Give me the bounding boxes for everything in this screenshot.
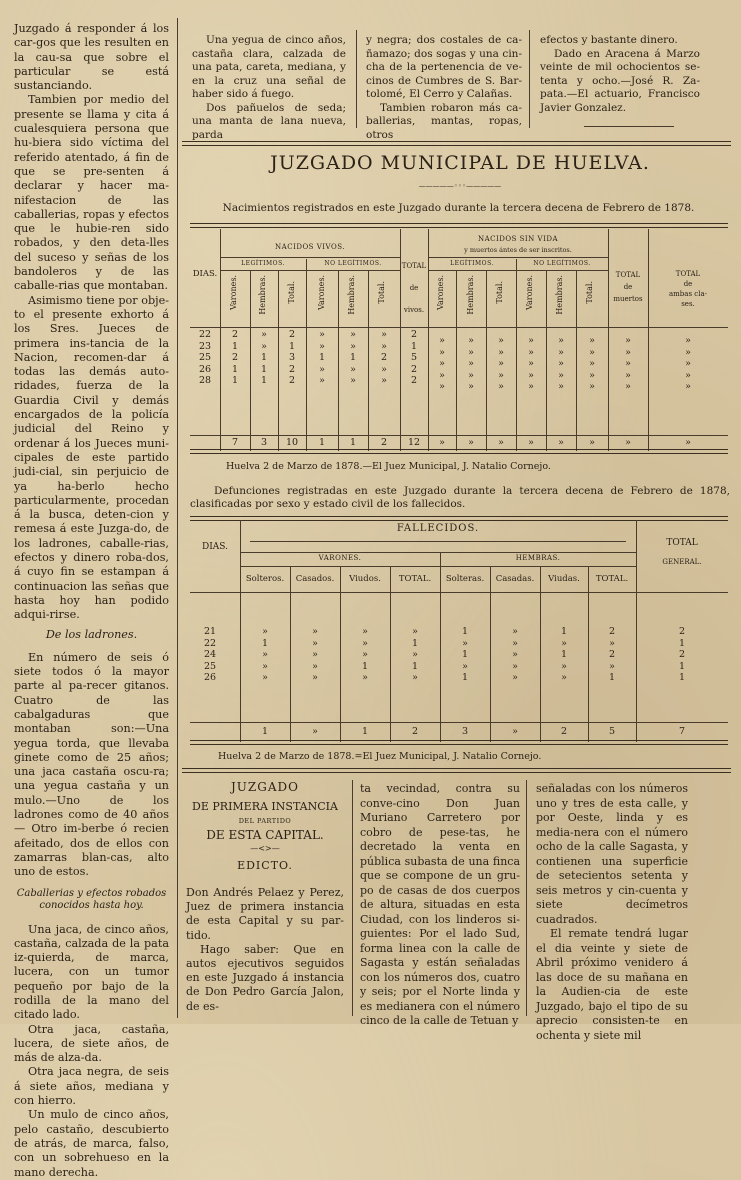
col-header-total: TOTAL. [398, 574, 432, 584]
title-ornament: —————◦◦◦————— [418, 182, 502, 190]
data-column: » » 1 » » [349, 329, 357, 386]
table-line [250, 541, 626, 542]
paragraph: Don Andrés Pelaez y Perez, Juez de primera instancia de esta Capital y su par-tido. [186, 886, 344, 942]
column-divider [352, 780, 353, 1016]
table-top-rule [190, 516, 728, 521]
col-header-total-muertos [608, 269, 648, 305]
top-column-3 [366, 34, 522, 142]
col-header-solteras: Solteras. [445, 574, 485, 584]
total-cell: » [512, 726, 518, 737]
left-column [14, 22, 169, 1180]
data-column: » » 2 » » [380, 329, 388, 386]
col-header-dias: DIAS. [192, 269, 218, 279]
table-line [240, 566, 636, 567]
header-line: ambas cla- [669, 290, 707, 298]
paragraph: Otra jaca, castaña, lucera, de siete años, de más de alza-da. [14, 1022, 169, 1065]
paragraph: Un mulo de cinco años, pelo castaño, descubierto de atrás, de marca, falso, con un sobrehueso en la mano derecha. [14, 1108, 169, 1179]
col-header-dias: DIAS. [202, 542, 228, 552]
header-line: TOTAL [675, 270, 701, 278]
paragraph: Otra jaca negra, de seis á siete años, mediana y con hierro. [14, 1065, 169, 1108]
col-header-total: Total. [495, 281, 504, 304]
column-divider [526, 780, 527, 1016]
paragraph: ta vecindad, contra su conve-cino Don Juan Muriano Carretero por cobro de pese-tas, he decretado la venta en pública subasta de una finca que se compone de un gru-po de casas de dos cuerpos de altura, situadas en esta Ciudad, con los linderos si-guientes: Por el lado Sud, forma linea con la calle de Sagasta y están señaladas con los números dos, cuatro y seis; por el Norte linda y es medianera con el número cinco de la calle de Tetuan y [360, 782, 520, 1027]
table-line [190, 327, 728, 328]
deaths-table [190, 516, 728, 744]
total-cell: » [685, 437, 691, 448]
total-cell: 2 [380, 437, 388, 448]
edicto-heading: JUZGADO [231, 780, 299, 794]
column-divider [529, 30, 530, 128]
table1-caption: Nacimientos registrados en este Juzgado durante la tercera decena de Febrero de 1878. [222, 202, 695, 214]
edicto-column-1 [186, 886, 344, 1014]
data-column: » » » 1 » [361, 626, 369, 683]
col-header-casadas: Casadas. [495, 574, 535, 584]
col-header-nacidos-vivos: NACIDOS VIVOS. [275, 243, 345, 251]
total-cell: 2 [560, 726, 568, 737]
col-header-hembras: Hembras. [466, 275, 475, 315]
header-line: TOTAL [615, 271, 641, 279]
data-column: 1 » 1 » 1 [461, 626, 469, 683]
total-cell: » [312, 726, 318, 737]
table-line [220, 257, 400, 258]
data-column: 2 » 2 » 1 [608, 626, 616, 683]
col-header-total: Total. [377, 281, 386, 304]
section-rule [182, 141, 731, 146]
section-heading: Caballerias y efectos robados conocidos hasta hoy. [16, 887, 167, 912]
col-header-varones: Varones. [317, 275, 326, 310]
paragraph: Hago saber: Que en autos ejecutivos seguidos en este Juzgado á instancia de Don Pedro García Jalon, de es- [186, 942, 344, 1013]
col-header-no-legitimos: NO LEGÍTIMOS. [533, 260, 591, 267]
col-header-total-vivos [400, 255, 428, 321]
total-cell: 5 [608, 726, 616, 737]
section-rule [182, 768, 731, 773]
table2-signature: Huelva 2 de Marzo de 1878.=El Juez Municipal, J. Natalio Cornejo. [218, 751, 542, 762]
data-column: » » » » » [312, 626, 318, 683]
paragraph: El remate tendrá lugar el dia veinte y siete de Abril próximo venidero á las doce de su mañana en la Audien-cia de este Juzgado, bajo el tipo de su aprecio consisten-te en ochenta y siete mil [536, 927, 688, 1042]
column-divider [177, 18, 178, 1018]
col-header-viudos: Viudos. [349, 574, 381, 584]
col-header-no-legitimos: NO LEGÍTIMOS. [324, 260, 382, 267]
table-line [190, 435, 728, 436]
total-cell: 10 [285, 437, 299, 448]
total-cell: » [498, 437, 504, 448]
table-line [190, 722, 728, 723]
total-cell: 3 [260, 437, 268, 448]
col-header-sin-vida-sub: y muertos ántes de ser inscritos. [464, 246, 572, 254]
data-column: » » » » » [498, 335, 504, 392]
top-column-2 [192, 34, 346, 142]
short-rule [584, 126, 674, 127]
total-cell: 7 [678, 726, 686, 737]
table-bottom-rule [190, 740, 728, 745]
data-column: » » » » » [468, 335, 474, 392]
data-column: » » » » » [439, 335, 445, 392]
edicto-separator: —<>— [250, 844, 280, 853]
data-column: 1 » 1 » » [560, 626, 568, 683]
paragraph: y negra; dos costales de ca-ñamazo; dos sogas y una cin-cha de la pertenencia de ve-cinos de Cumbres de S. Bar-tolomé, El Cerro y Calañas. [366, 34, 522, 100]
edicto-heading: EDICTO. [237, 859, 293, 872]
total-cell: » [558, 437, 564, 448]
paragraph: Asimismo tiene por obje-to el presente exhorto á los Sres. Jueces de primera ins-tancia de la Nacion, recomen-dar á todas las demás auto-ridades, fuerza de la Guardia Civil y demás encargados de la policía judicial del Reino y ordenar á los Jueces muni-cipales de este partido judi-cial, sin perjuicio de ya ha-berlo hecho particularmente, procedan á la busca, deten-cion y remesa á este Juzga-do, de los ladrones, caballe-rias, efectos y dinero roba-dos, á cuyo fin se estampan á continuacion las señas que hasta hoy han podido adqui-rirse. [14, 293, 169, 622]
edicto-header [186, 780, 344, 872]
col-header-total: TOTAL. [595, 574, 629, 584]
total-cell: 2 [411, 726, 419, 737]
header-line: de [409, 284, 419, 292]
top-column-4 [540, 34, 700, 115]
edicto-heading: DEL PARTIDO [238, 817, 292, 825]
paragraph: Una yegua de cinco años, castaña clara, calzada de una pata, careta, mediana, y en la cruz una señal de haber sido á fuego. [192, 34, 346, 100]
data-column: 2 1 2 1 1 [231, 329, 239, 386]
data-column: » » » » » [625, 335, 631, 392]
total-cell: 1 [318, 437, 326, 448]
col-header-total: Total. [585, 281, 594, 304]
total-cell: 3 [461, 726, 469, 737]
births-table [190, 223, 728, 453]
total-cell: » [625, 437, 631, 448]
table2-caption: Defunciones registradas en este Juzgado durante la tercera decena de Febrero de 1878, clasificadas por sexo y estado civil de los fallecidos. [190, 485, 730, 510]
total-cell: » [589, 437, 595, 448]
section-title: JUZGADO MUNICIPAL DE HUELVA. [270, 152, 650, 174]
paragraph: Dos pañuelos de seda; una manta de lana nueva, parda [192, 101, 346, 141]
total-cell: » [468, 437, 474, 448]
data-column: » » » » » [528, 335, 534, 392]
paragraph: Tambien robaron más ca-ballerias, mantas, ropas, otros [366, 101, 522, 141]
col-header-varones: Varones. [436, 275, 445, 310]
col-header-legitimos: LEGÍTIMOS. [241, 260, 285, 267]
data-column: » » » » » [512, 626, 518, 683]
total-cell: 7 [231, 437, 239, 448]
column-divider [356, 30, 357, 128]
header-line: TOTAL [666, 538, 698, 548]
header-line: vivos. [403, 306, 425, 314]
col-header-varones: Varones. [525, 275, 534, 310]
header-line: ses. [681, 300, 695, 308]
col-header-total: Total. [287, 281, 296, 304]
col-header-nacidos-sin-vida: NACIDOS SIN VIDA [477, 235, 559, 243]
data-column: » 1 » 1 » [411, 626, 419, 683]
col-header-legitimos: LEGÍTIMOS. [450, 260, 494, 267]
paragraph: Tambien por medio del presente se llama y cita á cualesquiera persona que hu-biera sido víctima del referido atentado, á fin de que se pre-senten á declarar y hacer ma-nifestacion de las caballerias, ropas y efectos que le hubie-ren sido robados, y den deta-lles del suceso y señas de los bandoleros y de las caballe-rias que montaban. [14, 93, 169, 293]
table-line [428, 270, 608, 271]
table-bottom-rule [190, 449, 728, 454]
col-header-viudas: Viudas. [548, 574, 580, 584]
total-cell: 1 [349, 437, 357, 448]
header-line: de [623, 283, 633, 291]
table-line [190, 592, 728, 593]
header-line: muertos [613, 295, 643, 303]
col-header-casados: Casados. [295, 574, 335, 584]
col-header-varones: VARONES. [318, 554, 362, 562]
edicto-heading: DE ESTA CAPITAL. [206, 828, 324, 842]
table-line [240, 552, 636, 553]
col-header-solteros: Solteros. [245, 574, 285, 584]
paragraph: señaladas con los números uno y tres de esta calle, y por Oeste, linda y es media-nera con el número ocho de la calle Sagasta, y contienen una superficie de setecientos setenta y seis metros y cin-cuenta y siete decímetros cuadrados. [536, 782, 688, 926]
sub-headers-sin-vida [428, 273, 608, 325]
col-header-hembras: Hembras. [555, 275, 564, 315]
header-line: TOTAL [401, 262, 427, 270]
table-top-rule [190, 223, 728, 228]
col-header-hembras: Hembras. [347, 275, 356, 315]
edicto-column-3 [536, 782, 688, 1043]
data-column: 2 1 2 1 1 [678, 626, 686, 683]
edicto-column-2 [360, 782, 520, 1029]
table-line [428, 257, 608, 258]
paragraph: Una jaca, de cinco años, castaña, calzada de la pata iz-quierda, de marca, lucera, con un tumor pequeño por bajo de la rodilla de la mano del citado lado. [14, 922, 169, 1022]
col-header-total-ambas [648, 269, 728, 309]
total-cell: 1 [261, 726, 269, 737]
edicto-heading: DE PRIMERA INSTANCIA [192, 800, 338, 813]
paragraph: efectos y bastante dinero. [540, 34, 678, 46]
col-header-hembras: HEMBRAS. [515, 554, 561, 562]
col-header-varones: Varones. [229, 275, 238, 310]
data-column: » » 1 1 1 [260, 329, 268, 386]
header-line: GENERAL. [662, 558, 702, 566]
total-cell: 12 [407, 437, 421, 448]
table-line [220, 270, 400, 271]
section-heading: De los ladrones. [45, 628, 138, 642]
data-column: » 1 » » » [261, 626, 269, 683]
total-cell: » [528, 437, 534, 448]
sub-headers-vivos [220, 273, 400, 325]
data-column: 2 1 3 2 2 [288, 329, 296, 386]
data-column: 2 1 5 2 2 [410, 329, 418, 386]
header-line: de [683, 280, 693, 288]
paragraph: Juzgado á responder á los car-gos que les resulten en la cau-sa que sobre el particular se está sustanciando. [14, 22, 169, 93]
col-header-total-general [636, 538, 728, 566]
data-column: » » » » » [685, 335, 691, 392]
col-header-fallecidos: FALLECIDOS. [396, 523, 480, 534]
data-column: » » » » » [558, 335, 564, 392]
days-column: 21 22 24 25 26 [203, 626, 217, 683]
data-column: » » 1 » » [318, 329, 326, 386]
paragraph: En número de seis ó siete todos ó la mayor parte al pa-recer gitanos. Cuatro de las cabalgaduras que montaban son:—Una yegua torda, que llevaba ginete como de 25 años; una jaca castaña oscu-ra; una yegua castaña y un mulo.—Uno de los ladrones como de 40 años — Otro im-berbe ó recien afeitado, dos de ellos con zamarras blan-cas, alto uno de estos. [14, 650, 169, 879]
data-column: » » » » » [589, 335, 595, 392]
total-cell: » [439, 437, 445, 448]
paragraph: Dado en Aracena á Marzo veinte de mil ochocientos se-tenta y ocho.—José R. Za-pata.—El actuario, Francisco Javier Gonzalez. [540, 47, 700, 114]
total-cell: 1 [361, 726, 369, 737]
col-header-hembras: Hembras. [258, 275, 267, 315]
table1-signature: Huelva 2 de Marzo de 1878.—El Juez Municipal, J. Natalio Cornejo. [226, 461, 551, 472]
days-column: 22 23 25 26 28 [198, 329, 212, 386]
